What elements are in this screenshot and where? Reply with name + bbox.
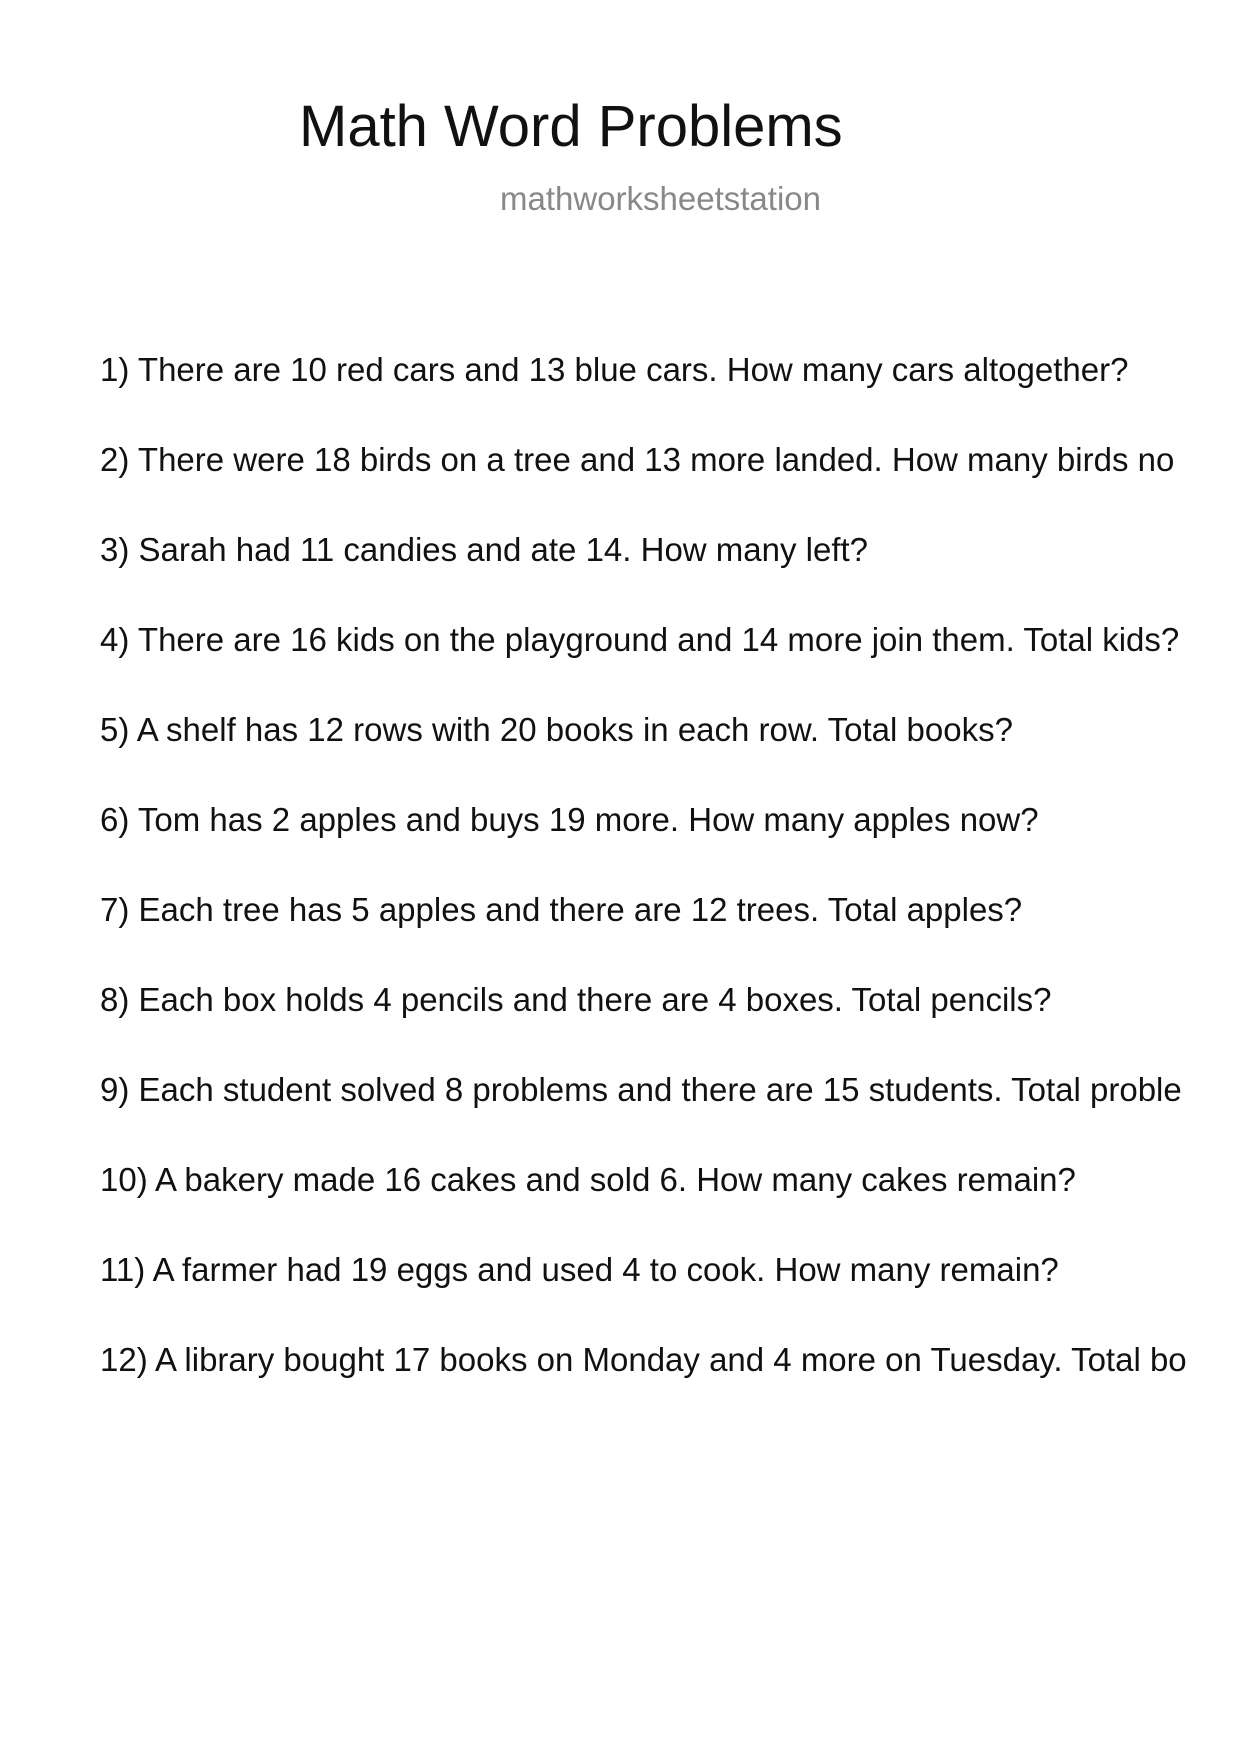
problem-2: 2) There were 18 birds on a tree and 13 more landed. How many birds no — [100, 442, 1175, 478]
problem-4: 4) There are 16 kids on the playground and 14 more join them. Total kids? — [100, 622, 1180, 658]
problem-8: 8) Each box holds 4 pencils and there are 4 boxes. Total pencils? — [100, 982, 1052, 1018]
problem-11: 11) A farmer had 19 eggs and used 4 to cook. How many remain? — [100, 1252, 1059, 1288]
problem-3: 3) Sarah had 11 candies and ate 14. How many left? — [100, 532, 869, 568]
problem-7: 7) Each tree has 5 apples and there are 12 trees. Total apples? — [100, 892, 1023, 928]
problem-10: 10) A bakery made 16 cakes and sold 6. How many cakes remain? — [100, 1162, 1076, 1198]
worksheet-title: Math Word Problems — [299, 94, 843, 159]
problem-6: 6) Tom has 2 apples and buys 19 more. How many apples now? — [100, 802, 1039, 838]
problem-1: 1) There are 10 red cars and 13 blue cars. How many cars altogether? — [100, 352, 1129, 388]
problem-12: 12) A library bought 17 books on Monday and 4 more on Tuesday. Total bo — [100, 1342, 1187, 1378]
problem-9: 9) Each student solved 8 problems and there are 15 students. Total proble — [100, 1072, 1182, 1108]
problem-list — [100, 352, 1240, 1432]
problem-5: 5) A shelf has 12 rows with 20 books in each row. Total books? — [100, 712, 1013, 748]
worksheet-source: mathworksheetstation — [500, 180, 821, 217]
